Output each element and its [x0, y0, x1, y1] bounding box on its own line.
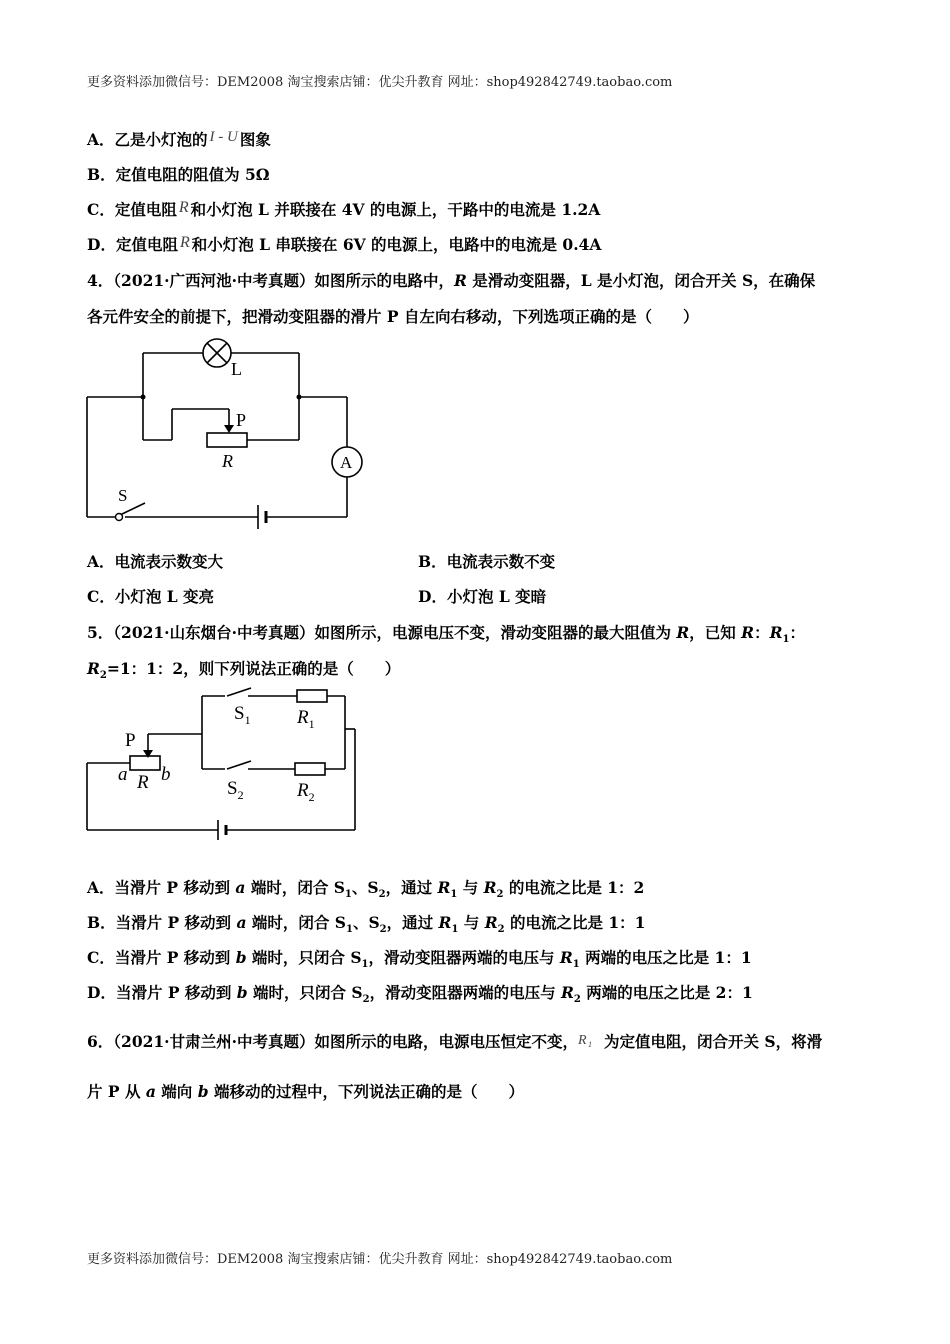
r-symbol: R: [178, 199, 189, 216]
q5-stem-r4: R: [87, 659, 100, 678]
q3-d-text: D．定值电阻: [87, 235, 178, 254]
q5-option-a: A．当滑片 P 移动到 a 端时，闭合 $S_1$、$S_2$，通过 $R_1$ 与 $R_2$ 的电流之比是 1：2: [87, 878, 645, 901]
q5-option-c: C．当滑片 P 移动到 b 端时，只闭合 $S_1$，滑动变阻器两端的电压与 $R_1$ 两端的电压之比是 1：1: [87, 948, 752, 971]
end-b-label: b: [161, 764, 171, 785]
q5-stem-sub1: 1: [782, 634, 790, 646]
q5-stem-b: ，已知: [689, 623, 742, 642]
q5-stem-r3: R: [769, 623, 783, 642]
q3-option-d: [87, 233, 601, 255]
q3-c-text: C．定值电阻: [87, 200, 177, 219]
q3-d-text2: 和小灯泡 L 串联接在 6V 的电源上，电路中的电流是 0.4A: [191, 235, 602, 254]
q5-stem-sub2: 2: [99, 670, 107, 682]
q4-stem-b: 是滑动变阻器，L 是小灯泡，闭合开关 S，在确保: [466, 271, 816, 290]
rheostat-label: R: [137, 772, 149, 793]
q5-stem-line2: [87, 657, 400, 681]
ammeter-label: A: [340, 453, 353, 472]
q6-stem-b: 为定值电阻，闭合开关 S，将滑: [603, 1032, 823, 1051]
resistor-label: R: [222, 451, 233, 471]
r-symbol: R: [179, 234, 190, 251]
q5-stem-e: =1：1：2，则下列说法正确的是（ ）: [106, 659, 401, 678]
q4-option-c: C．小灯泡 L 变亮: [87, 587, 215, 606]
q4-option-d: D．小灯泡 L 变暗: [418, 587, 547, 606]
q5-circuit-diagram: [85, 688, 365, 838]
q4-stem-line1: [87, 269, 815, 291]
q3-a-text2: 图象: [239, 130, 271, 149]
q6-stem-line1: 6．（2021·甘肃兰州·中考真题）如图所示的电路，电源电压恒定不变， R 1 为定值电阻，闭合开关 S，将滑: [87, 1032, 823, 1051]
i-u-symbol: I - U: [209, 129, 238, 145]
q4-circuit-diagram: [85, 335, 365, 525]
page-footer: 更多资料添加微信号：DEM2008 淘宝搜索店铺：优尖升教育 网址：shop492842749.taobao.com: [87, 1252, 673, 1267]
q4-stem-line2: 各元件安全的前提下，把滑动变阻器的滑片 P 自左向右移动，下列选项正确的是（ ）: [87, 307, 699, 326]
q5-stem-d: ：: [789, 623, 805, 642]
q5-stem-a: 5．（2021·山东烟台·中考真题）如图所示，电源电压不变，滑动变阻器的最大阻值为: [87, 623, 677, 642]
end-a-label: a: [118, 764, 128, 785]
q3-option-a: [87, 128, 271, 150]
q5-stem-r: R: [676, 623, 690, 642]
slider-label: P: [125, 730, 136, 751]
q4-stem-r: R: [453, 271, 467, 290]
q6-stem-a: 6．（2021·甘肃兰州·中考真题）如图所示的电路，电源电压恒定不变，: [87, 1032, 578, 1051]
q3-c-text2: 和小灯泡 L 并联接在 4V 的电源上，干路中的电流是 1.2A: [190, 200, 601, 219]
q6-stem-line2: 片 P 从 a 端向 b 端移动的过程中，下列说法正确的是（ ）: [87, 1082, 524, 1101]
q4-stem-a: 4．（2021·广西河池·中考真题）如图所示的电路中，: [87, 271, 454, 290]
q4-option-a: A．电流表示数变大: [87, 552, 224, 571]
slider-label: P: [236, 410, 247, 430]
lamp-label: L: [231, 359, 242, 379]
q3-a-text: A．乙是小灯泡的: [87, 130, 208, 149]
q5-stem-c: ：: [754, 623, 770, 642]
q5-stem-line1: [87, 621, 805, 645]
q3-option-c: [87, 198, 600, 220]
q4-option-b: B．电流表示数不变: [418, 552, 556, 571]
page-header: 更多资料添加微信号：DEM2008 淘宝搜索店铺：优尖升教育 网址：shop492842749.taobao.com: [87, 75, 673, 90]
switch-label: S: [118, 486, 128, 505]
q5-option-b: B．当滑片 P 移动到 a 端时，闭合 $S_1$、$S_2$，通过 $R_1$ 与 $R_2$ 的电流之比是 1：1: [87, 913, 646, 936]
switch-s2-label: $S_2$: [227, 778, 244, 802]
q5-stem-r2: R: [741, 623, 755, 642]
q3-option-b: B．定值电阻的阻值为 5Ω: [87, 165, 270, 184]
resistor-r2-label: $R_2$: [297, 780, 315, 804]
q5-option-d: D．当滑片 P 移动到 b 端时，只闭合 $S_2$，滑动变阻器两端的电压与 $R_2$ 两端的电压之比是 2：1: [87, 983, 753, 1006]
switch-s1-label: $S_1$: [234, 703, 251, 727]
resistor-r1-label: $R_1$: [297, 707, 315, 731]
